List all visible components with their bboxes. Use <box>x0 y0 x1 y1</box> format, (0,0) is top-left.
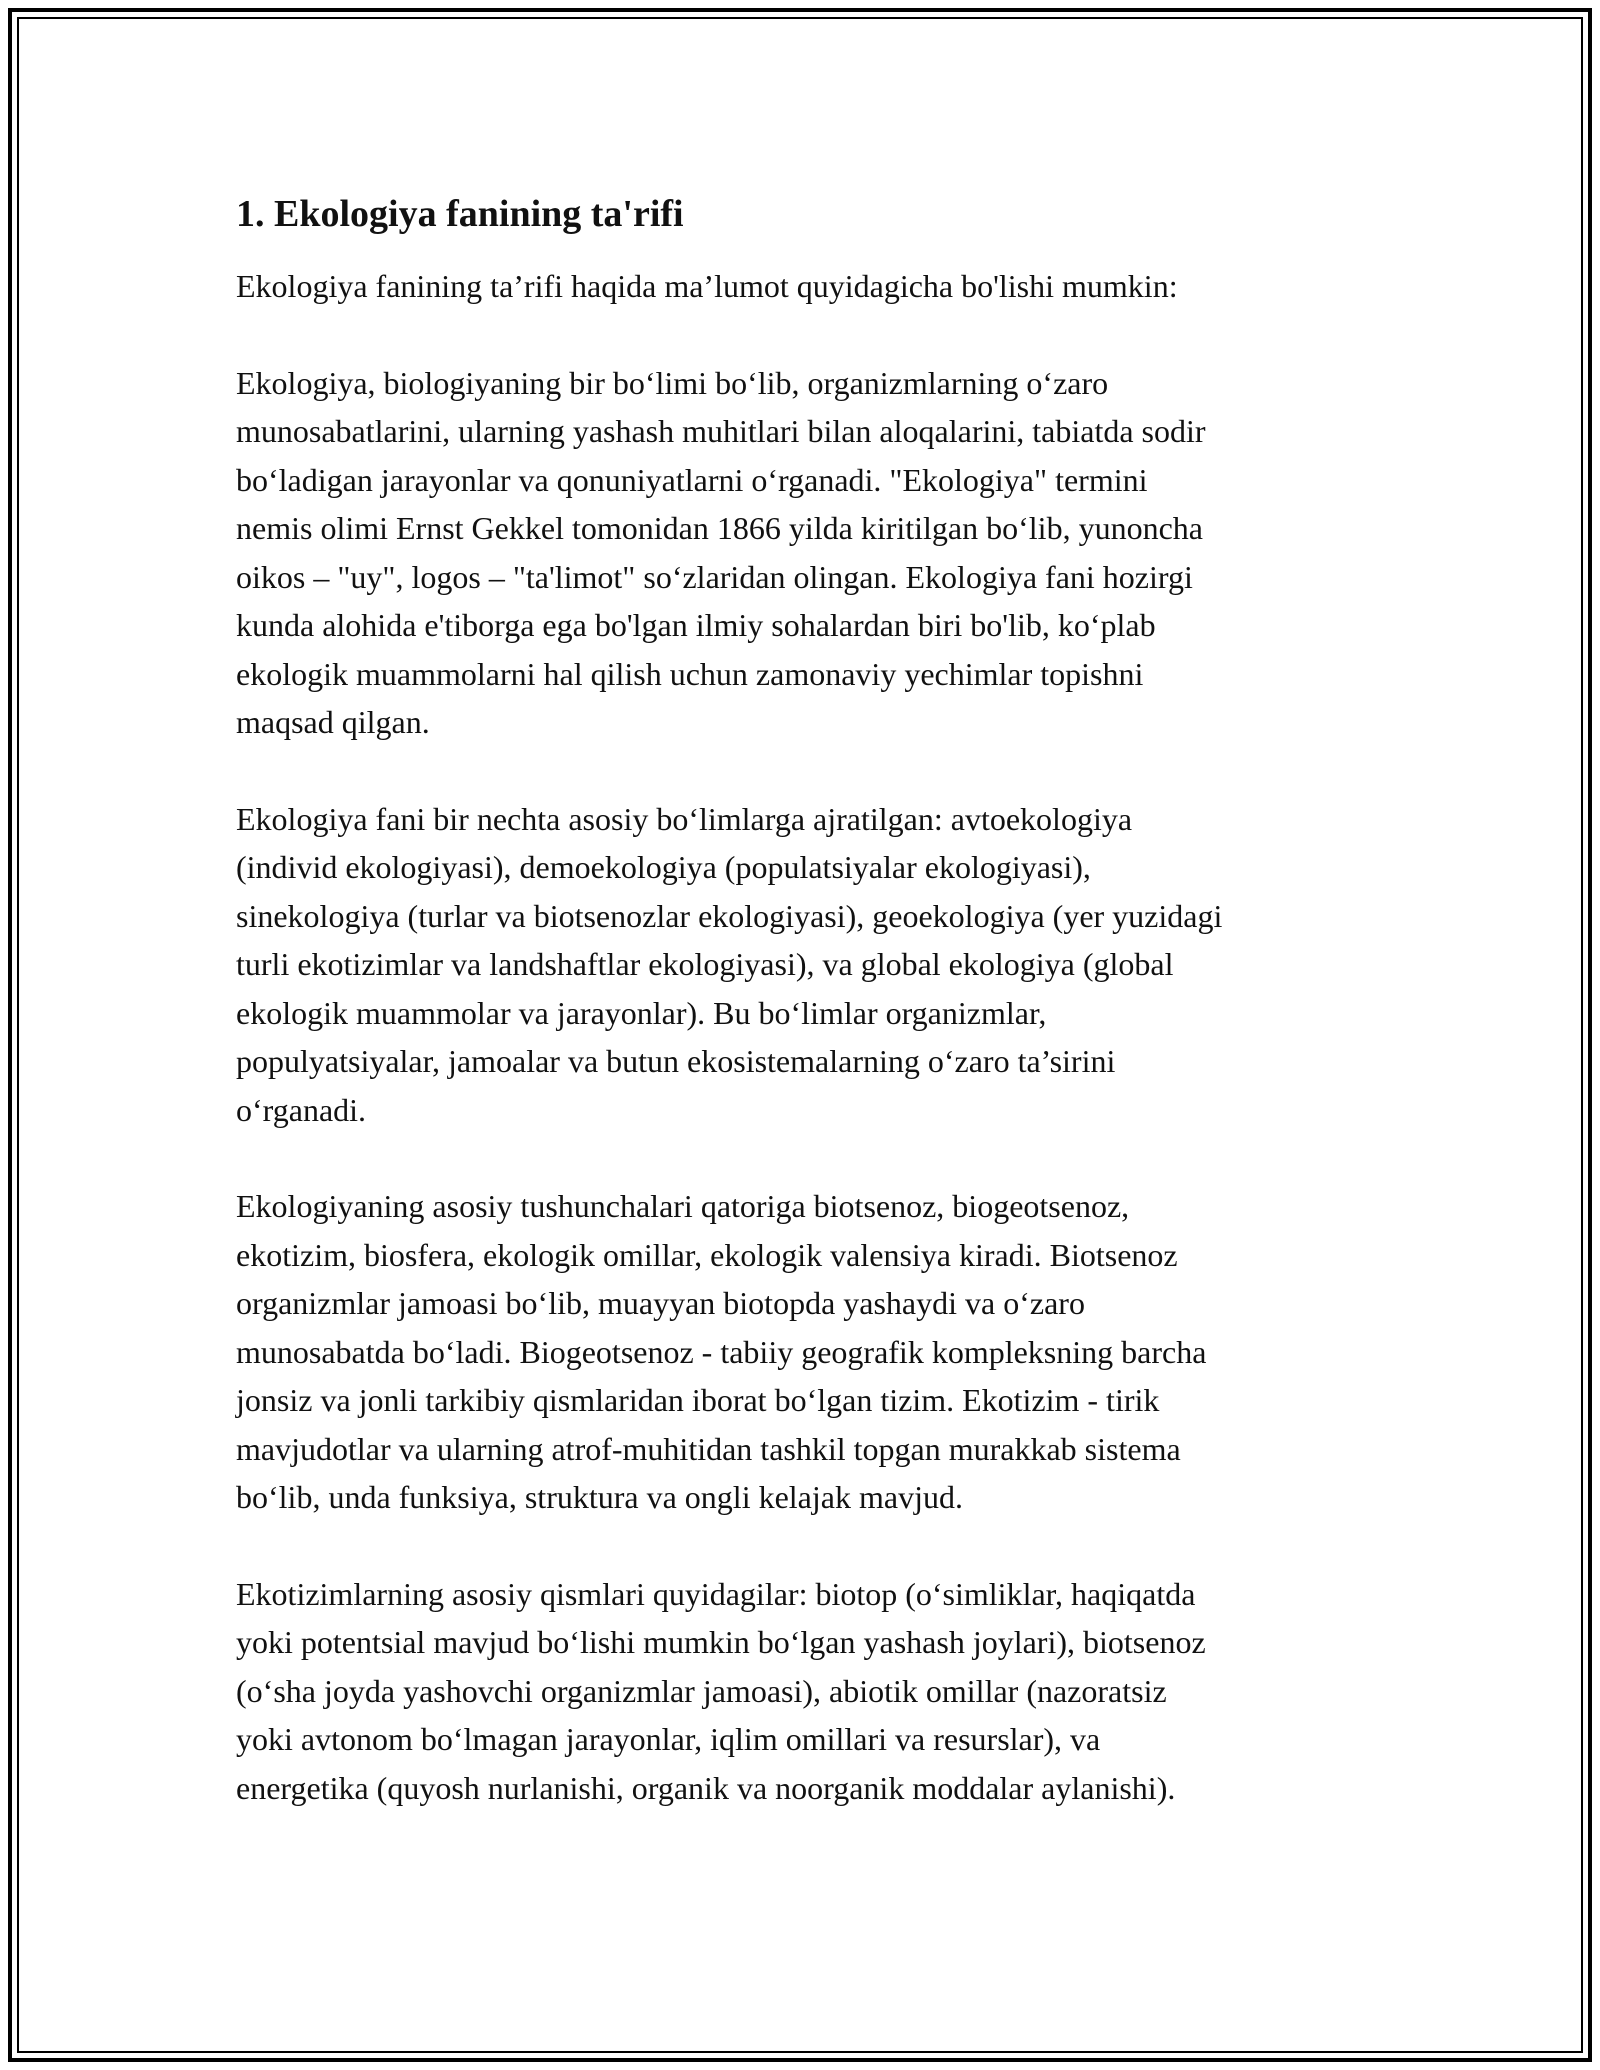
intro-paragraph: Ekologiya fanining ta’rifi haqida ma’lumot quyidagicha bo'lishi mumkin: <box>236 268 1178 304</box>
text-line: kunda alohida e'tiborga ega bo'lgan ilmiy sohalardan biri bo'lib, koʻplab <box>236 607 1156 643</box>
text-line: munosabatda boʻladi. Biogeotsenoz - tabiiy geografik kompleksning barcha <box>236 1333 1207 1370</box>
text-line: Ekologiya, biologiyaning bir boʻlimi boʻlib, organizmlarning oʻzaro <box>236 364 1109 401</box>
text-line: Ekologiya fani bir nechta asosiy boʻlimlarga ajratilgan: avtoekologiya <box>236 800 1133 837</box>
text-line: maqsad qilgan. <box>236 704 430 740</box>
text-line: boʻladigan jarayonlar va qonuniyatlarni oʻrganadi. "Ekologiya" termini <box>236 461 1148 498</box>
paragraph-ecosystem-parts <box>236 1570 1386 1813</box>
text-line: mavjudotlar va ularning atrof-muhitidan tashkil topgan murakkab sistema <box>236 1430 1181 1467</box>
text-line: nemis olimi Ernst Gekkel tomonidan 1866 yilda kiritilgan boʻlib, yunoncha <box>236 510 1203 546</box>
text-line: yoki potentsial mavjud boʻlishi mumkin boʻlgan yashash joylari), biotsenoz <box>236 1624 1206 1660</box>
text-line: yoki avtonom boʻlmagan jarayonlar, iqlim omillari va resurslar), va <box>236 1721 1101 1757</box>
text-line: Ekologiyaning asosiy tushunchalari qatoriga biotsenoz, biogeotsenoz, <box>236 1188 1130 1224</box>
text-line: (individ ekologiyasi), demoekologiya (populatsiyalar ekologiyasi), <box>236 849 1091 885</box>
text-line: (oʻsha joyda yashovchi organizmlar jamoasi), abiotik omillar (nazoratsiz <box>236 1672 1167 1709</box>
document-body <box>236 186 1386 1860</box>
text-line: jonsiz va jonli tarkibiy qismlaridan iborat boʻlgan tizim. Ekotizim - tirik <box>236 1382 1160 1418</box>
text-line: oʻrganadi. <box>236 1091 367 1128</box>
page-title: 1. Ekologiya fanining ta'rifi <box>236 193 684 235</box>
text-line: populyatsiyalar, jamoalar va butun ekosistemalarning oʻzaro ta’sirini <box>236 1043 1116 1079</box>
text-line: energetika (quyosh nurlanishi, organik va noorganik moddalar aylanishi). <box>236 1769 1176 1806</box>
text-line: ekologik muammolar va jarayonlar). Bu boʻlimlar organizmlar, <box>236 994 1047 1031</box>
text-line: munosabatlarini, ularning yashash muhitlari bilan aloqalarini, tabiatda sodir <box>236 413 1206 449</box>
text-line: turli ekotizimlar va landshaftlar ekologiyasi), va global ekologiya (global <box>236 946 1174 982</box>
text-line: ekotizim, biosfera, ekologik omillar, ekologik valensiya kiradi. Biotsenoz <box>236 1236 1178 1273</box>
text-line: organizmlar jamoasi boʻlib, muayyan biotopda yashaydi va oʻzaro <box>236 1285 1085 1321</box>
paragraph-branches <box>236 795 1386 1135</box>
text-line: boʻlib, unda funksiya, struktura va ongli kelajak mavjud. <box>236 1479 963 1515</box>
text-line: ekologik muammolarni hal qilish uchun zamonaviy yechimlar topishni <box>236 655 1144 692</box>
paragraph-definition <box>236 359 1386 747</box>
text-line: sinekologiya (turlar va biotsenozlar ekologiyasi), geoekologiya (yer yuzidagi <box>236 897 1223 934</box>
text-line: Ekotizimlarning asosiy qismlari quyidagilar: biotop (oʻsimliklar, haqiqatda <box>236 1575 1196 1612</box>
paragraph-concepts <box>236 1182 1386 1522</box>
text-line: oikos – "uy", logos – "ta'limot" soʻzlaridan olingan. Ekologiya fani hozirgi <box>236 558 1193 595</box>
